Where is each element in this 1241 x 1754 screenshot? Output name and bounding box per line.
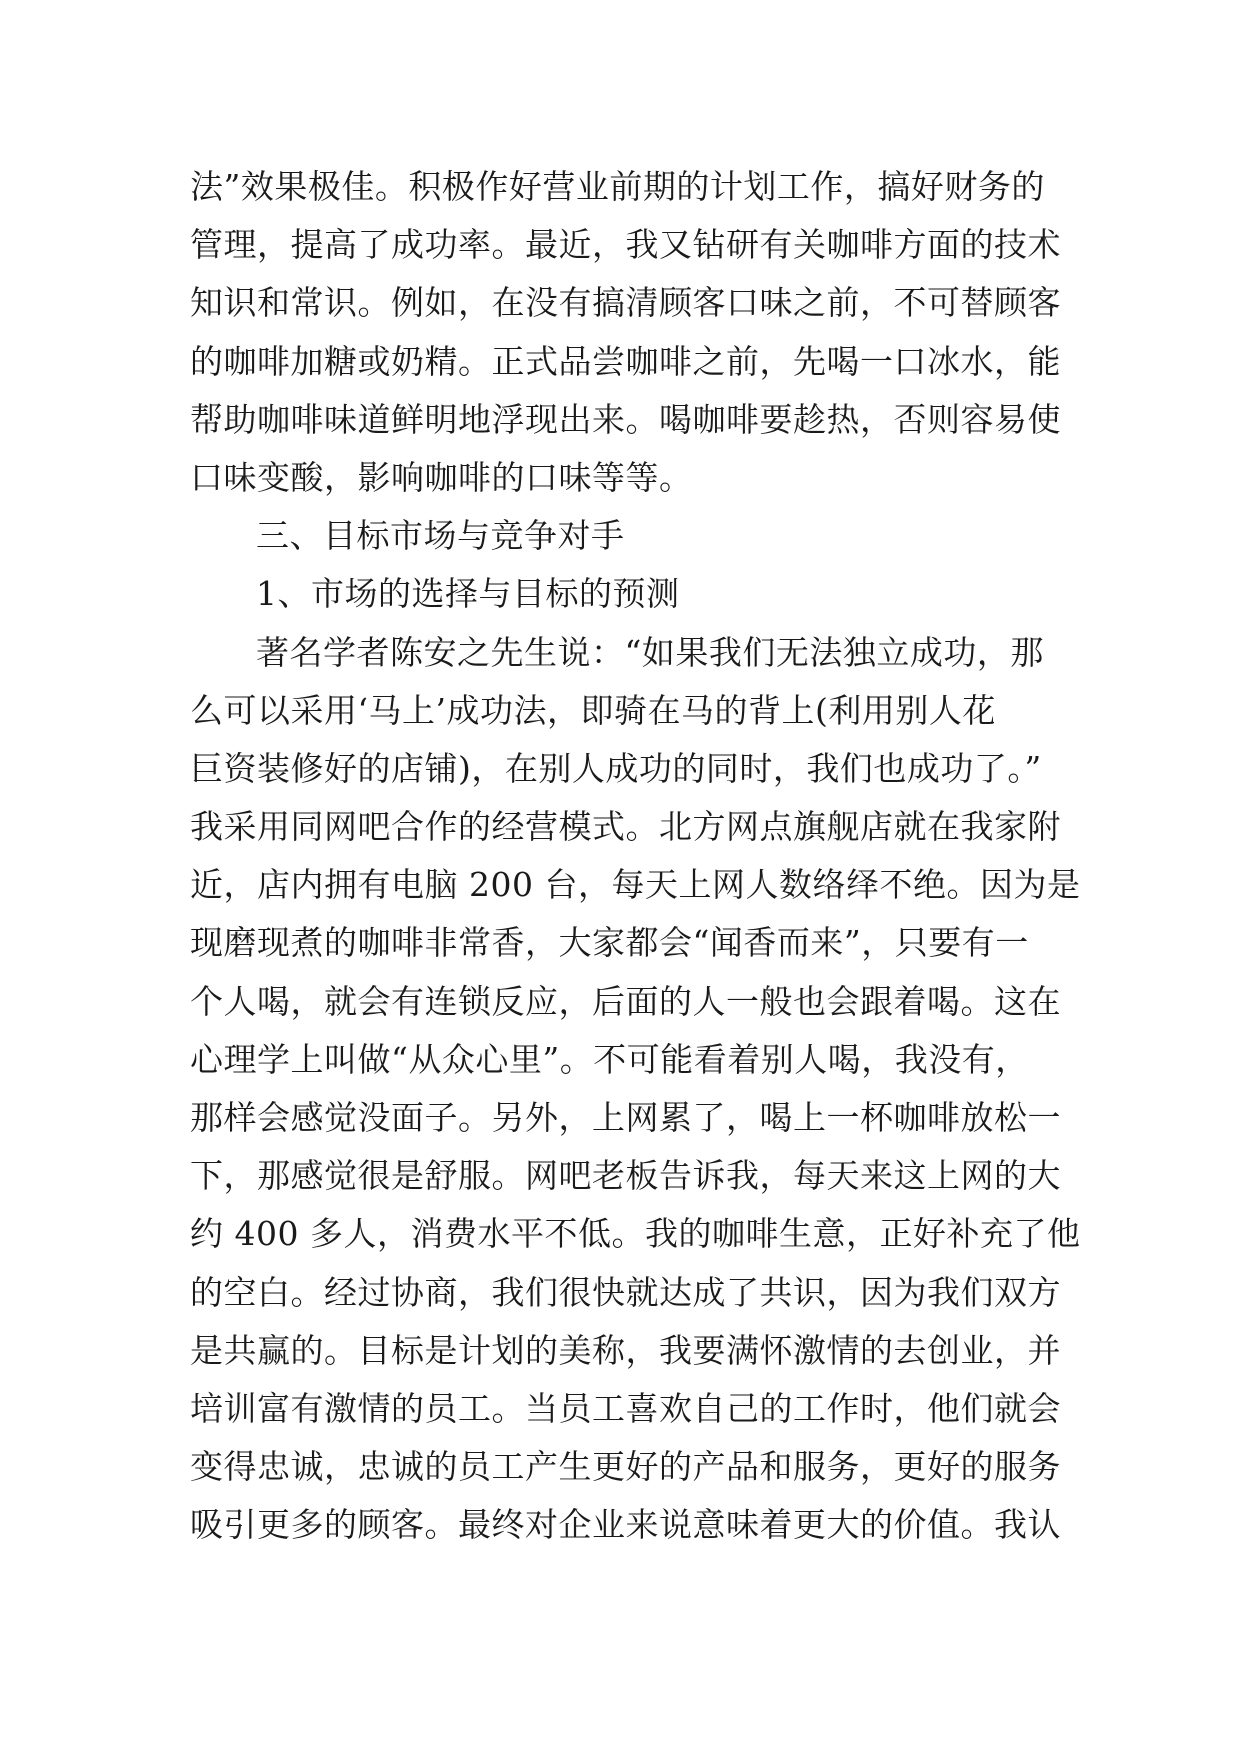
text-line: 变得忠诚，忠诚的员工产生更好的产品和服务，更好的服务 [190, 1447, 1061, 1487]
subsection-heading: 1、市场的选择与目标的预测 [256, 574, 680, 614]
paragraph-start-line: 著名学者陈安之先生说：“如果我们无法独立成功，那 [256, 632, 1044, 672]
text-line: 约 400 多人，消费水平不低。我的咖啡生意，正好补充了他 [190, 1214, 1081, 1254]
text-line: 心理学上叫做“从众心里”。不可能看着别人喝，我没有， [190, 1039, 1029, 1079]
text-line: 培训富有激情的员工。当员工喜欢自己的工作时，他们就会 [190, 1388, 1061, 1428]
text-line: 帮助咖啡味道鲜明地浮现出来。喝咖啡要趁热，否则容易使 [190, 399, 1061, 439]
text-line: 么可以采用‘马上’成功法，即骑在马的背上(利用别人花 [190, 690, 996, 730]
body-text [190, 158, 1081, 1555]
text-line: 个人喝，就会有连锁反应，后面的人一般也会跟着喝。这在 [190, 981, 1061, 1021]
text-line: 巨资装修好的店铺)，在别人成功的同时，我们也成功了。” [190, 748, 1042, 788]
text-line: 下，那感觉很是舒服。网吧老板告诉我，每天来这上网的大 [190, 1156, 1061, 1196]
text-line: 是共赢的。目标是计划的美称，我要满怀激情的去创业，并 [190, 1330, 1061, 1370]
text-line: 知识和常识。例如，在没有搞清顾客口味之前，不可替顾客 [190, 283, 1061, 323]
text-line: 法”效果极佳。积极作好营业前期的计划工作，搞好财务的 [190, 167, 1045, 206]
section-heading: 三、目标市场与竞争对手 [256, 516, 625, 556]
text-line: 的空白。经过协商，我们很快就达成了共识，因为我们双方 [190, 1272, 1061, 1312]
text-line: 的咖啡加糖或奶精。正式品尝咖啡之前，先喝一口冰水，能 [190, 341, 1061, 381]
text-line: 口味变酸，影响咖啡的口味等等。 [190, 457, 693, 497]
text-line: 吸引更多的顾客。最终对企业来说意味着更大的价值。我认 [190, 1505, 1061, 1545]
text-line: 那样会感觉没面子。另外，上网累了，喝上一杯咖啡放松一 [190, 1098, 1061, 1137]
text-line: 现磨现煮的咖啡非常香，大家都会“闻香而来”，只要有一 [190, 923, 1029, 963]
text-line: 我采用同网吧合作的经营模式。北方网点旗舰店就在我家附 [190, 807, 1061, 847]
text-line: 近，店内拥有电脑 200 台，每天上网人数络绎不绝。因为是 [190, 865, 1081, 905]
text-line: 管理，提高了成功率。最近，我又钻研有关咖啡方面的技术 [190, 225, 1061, 265]
